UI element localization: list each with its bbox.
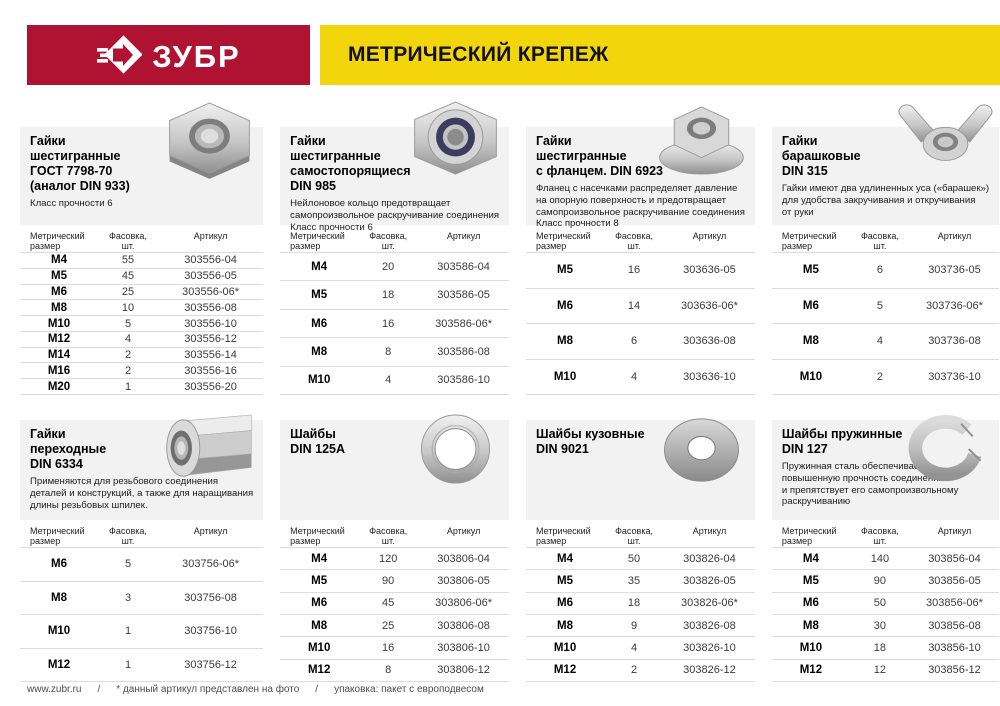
sku-cell: 303636-06* <box>681 299 738 312</box>
pack-cell: 90 <box>873 574 887 587</box>
product-description-line: Класс прочности 6 <box>30 198 113 209</box>
size-cell: M10 <box>799 641 823 654</box>
pack-cell: 45 <box>121 270 135 283</box>
size-cell: M6 <box>802 597 819 610</box>
pack-cell: 140 <box>870 552 890 565</box>
hex-nut-image <box>156 100 263 180</box>
sku-cell: 303806-06* <box>435 597 493 610</box>
size-cell: M5 <box>51 270 67 283</box>
size-cell: M14 <box>47 349 71 362</box>
size-cell: M5 <box>557 574 574 587</box>
sku-column-header: Артикул <box>937 231 972 241</box>
table-row <box>526 569 755 591</box>
lock-nut-image <box>402 100 509 180</box>
pack-cell: 18 <box>382 289 395 302</box>
table-row <box>20 284 263 300</box>
pack-cell: 120 <box>378 552 398 565</box>
pack-column-header: Фасовка, шт. <box>615 231 653 251</box>
size-cell: M10 <box>47 317 71 330</box>
pack-cell: 4 <box>124 333 132 346</box>
pack-cell: 1 <box>124 380 132 393</box>
product-description-line: на опорную поверхность и предотвращает <box>536 194 727 206</box>
table-row <box>20 331 263 347</box>
sku-column-header: Артикул <box>937 526 972 536</box>
table-body <box>772 547 999 682</box>
size-cell: M8 <box>802 335 819 348</box>
sku-cell: 303756-08 <box>184 591 237 604</box>
product-card <box>280 410 509 682</box>
size-cell: M16 <box>47 364 71 377</box>
sku-cell: 303826-05 <box>683 574 736 587</box>
size-column-header: Метрический размер <box>290 231 345 251</box>
product-description-line: Класс прочности 8 <box>536 218 619 230</box>
sku-cell: 303586-06* <box>435 317 493 330</box>
pack-cell: 16 <box>627 264 641 277</box>
fender-washer-image <box>648 410 755 490</box>
size-cell: M5 <box>311 574 328 587</box>
product-card <box>772 100 999 395</box>
footer-separator: / <box>97 684 101 695</box>
table-body <box>772 252 999 395</box>
product-title-line: DIN 9021 <box>536 442 589 456</box>
size-cell: M8 <box>51 591 67 604</box>
table-row <box>772 547 999 569</box>
table-row <box>526 288 755 324</box>
product-card <box>280 100 509 395</box>
product-title-line: барашковые <box>781 149 861 163</box>
size-column-header: Метрический размер <box>30 231 85 251</box>
sku-cell: 303636-05 <box>683 264 736 277</box>
page-footer <box>27 684 484 695</box>
product-table <box>20 522 263 682</box>
pack-cell: 4 <box>876 335 883 348</box>
wing-nut-image <box>892 100 999 180</box>
sku-column-header: Артикул <box>193 526 228 536</box>
sku-column-header: Артикул <box>446 526 481 536</box>
product-title-line: DIN 6334 <box>30 457 83 471</box>
table-row <box>280 592 509 614</box>
sku-cell: 303856-05 <box>928 574 981 587</box>
size-cell: M4 <box>311 552 328 565</box>
product-card <box>20 100 263 395</box>
table-row <box>280 366 509 394</box>
product-card <box>526 100 755 395</box>
sku-cell: 303856-12 <box>928 664 981 677</box>
sku-cell: 303806-05 <box>437 574 490 587</box>
table-row <box>20 614 263 648</box>
spring-washer-image <box>892 410 999 490</box>
sku-cell: 303556-08 <box>184 301 237 314</box>
table-row <box>772 592 999 614</box>
table-row <box>280 309 509 337</box>
size-cell: M5 <box>802 574 819 587</box>
size-cell: M5 <box>557 264 574 277</box>
product-title-line: Гайки <box>30 427 66 441</box>
sku-column-header: Артикул <box>446 231 481 241</box>
table-row <box>280 337 509 365</box>
pack-cell: 45 <box>382 597 395 610</box>
product-title-line: шестигранные <box>290 149 381 163</box>
product-description-line: Применяются для резьбового соединения <box>30 476 219 487</box>
product-title-line: Шайбы кузовные <box>536 427 645 441</box>
product-title-line: Шайбы <box>290 427 336 441</box>
pack-cell: 50 <box>627 552 641 565</box>
size-cell: M10 <box>553 641 577 654</box>
sku-cell: 303806-12 <box>437 664 490 677</box>
footer-separator: / <box>315 684 319 695</box>
size-cell: M6 <box>557 299 574 312</box>
pack-cell: 20 <box>382 260 395 273</box>
pack-cell: 4 <box>385 374 392 387</box>
size-cell: M10 <box>799 370 823 383</box>
pack-column-header: Фасовка, шт. <box>369 526 408 546</box>
product-title-line: переходные <box>30 442 107 456</box>
flange-nut-image <box>648 100 755 180</box>
product-title-line: Гайки <box>536 134 572 148</box>
table-row <box>20 268 263 284</box>
table-row <box>280 636 509 658</box>
sku-column-header: Артикул <box>692 526 727 536</box>
pack-cell: 4 <box>630 641 638 654</box>
table-row <box>280 252 509 280</box>
size-column-header: Метрический размер <box>30 526 85 546</box>
product-table <box>772 227 999 395</box>
sku-cell: 303806-08 <box>437 619 490 632</box>
sku-cell: 303556-12 <box>184 333 237 346</box>
product-title-line: Гайки <box>290 134 326 148</box>
sku-cell: 303736-06* <box>926 299 983 312</box>
sku-cell: 303756-12 <box>184 658 237 671</box>
product-table <box>280 522 509 682</box>
product-description-line: деталей и конструкций, а также для наращивания <box>30 487 254 499</box>
product-table <box>772 522 999 682</box>
footer-note-pack: упаковка: пакет с европодвесом <box>334 684 484 695</box>
size-cell: M4 <box>802 552 819 565</box>
pack-cell: 6 <box>876 264 883 277</box>
pack-cell: 35 <box>627 574 641 587</box>
pack-cell: 25 <box>382 619 395 632</box>
pack-cell: 9 <box>630 619 638 632</box>
pack-cell: 1 <box>124 658 132 671</box>
table-row <box>20 378 263 394</box>
pack-cell: 30 <box>873 619 887 632</box>
sku-cell: 303556-05 <box>184 270 237 283</box>
size-cell: M4 <box>51 254 67 267</box>
footer-note-photo: * данный артикул представлен на фото <box>116 684 300 695</box>
sku-cell: 303586-08 <box>437 345 490 358</box>
sku-cell: 303806-04 <box>437 552 490 565</box>
product-table <box>20 227 263 395</box>
sku-cell: 303856-10 <box>928 641 981 654</box>
table-header-row <box>280 522 509 547</box>
product-title-line: шестигранные <box>536 149 627 163</box>
size-cell: M8 <box>311 619 328 632</box>
sku-cell: 303586-04 <box>437 260 490 273</box>
size-cell: M6 <box>557 597 574 610</box>
pack-cell: 18 <box>873 641 887 654</box>
table-row <box>526 252 755 288</box>
product-description-line: самопроизвольное раскручивание соединения <box>290 209 500 221</box>
product-grid <box>0 100 1000 682</box>
table-row <box>526 636 755 658</box>
sku-cell: 303806-10 <box>437 641 490 654</box>
site-link[interactable]: www.zubr.ru <box>27 684 82 695</box>
size-cell: M6 <box>311 597 328 610</box>
sku-cell: 303826-04 <box>683 552 736 565</box>
product-description-line: повышенную прочность соединения <box>781 472 944 484</box>
sku-cell: 303556-14 <box>184 349 237 362</box>
product-table <box>280 227 509 395</box>
table-header-row <box>772 522 999 547</box>
table-body <box>526 252 755 395</box>
product-table <box>526 227 755 395</box>
product-title-line: с фланцем. DIN 6923 <box>536 164 663 178</box>
pack-cell: 14 <box>627 299 641 312</box>
table-header-row <box>280 227 509 252</box>
page-header <box>0 25 1000 85</box>
product-title-line: DIN 985 <box>290 179 337 193</box>
size-cell: M12 <box>799 664 823 677</box>
product-description-line: Пружинная сталь обеспечивает <box>781 461 924 472</box>
size-column-header: Метрический размер <box>290 526 345 546</box>
size-cell: M8 <box>311 345 328 358</box>
pack-cell: 10 <box>121 301 135 314</box>
size-cell: M6 <box>802 299 819 312</box>
product-card <box>20 410 263 682</box>
pack-cell: 3 <box>124 591 132 604</box>
sku-cell: 303756-06* <box>182 558 240 571</box>
size-cell: M10 <box>307 641 331 654</box>
sku-column-header: Артикул <box>692 231 727 241</box>
table-row <box>772 288 999 324</box>
pack-cell: 5 <box>876 299 883 312</box>
product-title-line: Шайбы пружинные <box>781 427 903 441</box>
product-title-line: Гайки <box>30 134 66 148</box>
size-cell: M4 <box>311 260 328 273</box>
product-title-line: Гайки <box>781 134 818 148</box>
table-header-row <box>20 227 263 252</box>
table-body <box>20 547 263 682</box>
pack-column-header: Фасовка, шт. <box>860 231 899 251</box>
size-cell: M5 <box>311 289 328 302</box>
table-row <box>280 547 509 569</box>
size-column-header: Метрический размер <box>781 526 837 546</box>
sku-cell: 303756-10 <box>184 625 237 638</box>
product-title-line: ГОСТ 7798-70 <box>30 164 113 178</box>
sku-cell: 303856-08 <box>928 619 981 632</box>
table-row <box>20 581 263 615</box>
pack-cell: 8 <box>385 664 392 677</box>
sku-cell: 303556-20 <box>184 380 237 393</box>
pack-cell: 90 <box>382 574 395 587</box>
table-header-row <box>526 227 755 252</box>
sku-cell: 303556-04 <box>184 254 237 267</box>
table-row <box>772 359 999 395</box>
pack-cell: 5 <box>124 558 132 571</box>
pack-cell: 2 <box>630 664 638 677</box>
table-row <box>20 315 263 331</box>
product-description-line: от руки <box>781 206 814 218</box>
sku-cell: 303736-08 <box>928 335 981 348</box>
logo-wordmark: ЗУБР <box>152 38 241 74</box>
pack-column-header: Фасовка, шт. <box>615 526 653 546</box>
table-row <box>280 280 509 308</box>
product-description-line: самопроизвольное раскручивание соединения <box>536 206 745 218</box>
pack-cell: 5 <box>124 317 132 330</box>
coupling-nut-image <box>156 410 263 490</box>
table-row <box>20 547 263 581</box>
size-cell: M12 <box>47 658 71 671</box>
product-description-line: раскручиванию <box>781 496 851 508</box>
table-header-row <box>772 227 999 252</box>
sku-cell: 303636-10 <box>683 370 736 383</box>
sku-cell: 303586-05 <box>437 289 490 302</box>
product-title-line: шестигранные <box>30 149 121 163</box>
sku-cell: 303826-12 <box>683 664 736 677</box>
pack-cell: 55 <box>121 254 135 267</box>
size-cell: M12 <box>307 664 331 677</box>
pack-column-header: Фасовка, шт. <box>369 231 408 251</box>
product-description-line: длины резьбовых шпилек. <box>30 499 148 511</box>
pack-cell: 2 <box>124 364 132 377</box>
table-row <box>20 362 263 378</box>
table-header-row <box>526 522 755 547</box>
table-body <box>20 252 263 395</box>
product-title-line: самостопорящиеся <box>290 164 411 178</box>
sku-cell: 303826-06* <box>681 597 738 610</box>
sku-cell: 303736-05 <box>928 264 981 277</box>
size-cell: M12 <box>553 664 577 677</box>
product-description <box>782 183 989 218</box>
pack-cell: 2 <box>876 370 883 383</box>
pack-cell: 18 <box>627 597 641 610</box>
table-body <box>280 252 509 395</box>
size-cell: M8 <box>51 301 67 314</box>
sku-cell: 303826-08 <box>683 619 736 632</box>
table-header-row <box>20 522 263 547</box>
table-row <box>20 648 263 682</box>
pack-column-header: Фасовка, шт. <box>860 526 899 546</box>
product-title-line: (аналог DIN 933) <box>30 179 130 193</box>
size-cell: M20 <box>47 380 71 393</box>
table-row <box>20 347 263 363</box>
product-description-line: для удобства закручивания и откручивания <box>781 194 976 206</box>
product-card <box>526 410 755 682</box>
size-cell: M8 <box>557 335 574 348</box>
product-title-line: DIN 127 <box>781 442 828 456</box>
product-description-line: Гайки имеют два удлиненных уса («барашек») <box>781 183 990 194</box>
product-card <box>772 410 999 682</box>
size-column-header: Метрический размер <box>536 231 591 251</box>
size-cell: M6 <box>51 285 67 298</box>
sku-cell: 303556-16 <box>184 364 237 377</box>
table-row <box>280 659 509 681</box>
table-row <box>526 614 755 636</box>
table-row <box>772 252 999 288</box>
size-cell: M10 <box>47 625 71 638</box>
sku-cell: 303856-04 <box>928 552 981 565</box>
table-row <box>20 299 263 315</box>
table-row <box>280 614 509 636</box>
pack-cell: 2 <box>124 349 132 362</box>
product-description-line: Нейлоновое кольцо предотвращает <box>290 198 451 209</box>
sku-cell: 303826-10 <box>683 641 736 654</box>
product-title-line: DIN 125A <box>290 442 346 456</box>
table-row <box>772 569 999 591</box>
size-cell: M10 <box>553 370 577 383</box>
zubr-arrow-icon <box>96 34 142 76</box>
pack-cell: 8 <box>385 345 392 358</box>
table-row <box>526 659 755 681</box>
sku-cell: 303556-10 <box>184 317 237 330</box>
size-column-header: Метрический размер <box>536 526 591 546</box>
table-row <box>526 323 755 359</box>
size-cell: M5 <box>802 264 819 277</box>
pack-column-header: Фасовка, шт. <box>109 231 147 251</box>
product-title-line: DIN 315 <box>781 164 828 178</box>
pack-cell: 6 <box>630 335 638 348</box>
product-description-line: и препятствует его самопроизвольному <box>781 484 959 496</box>
pack-cell: 4 <box>630 370 638 383</box>
product-description-line: Фланец с насечками распределяет давление <box>536 183 738 194</box>
product-description <box>30 198 253 210</box>
table-row <box>526 592 755 614</box>
title-banner <box>320 25 1000 85</box>
page-title: МЕТРИЧЕСКИЙ КРЕПЕЖ <box>348 43 609 66</box>
product-description-line: Класс прочности 6 <box>290 221 373 233</box>
table-row <box>772 323 999 359</box>
sku-cell: 303856-06* <box>926 597 983 610</box>
size-cell: M8 <box>557 619 574 632</box>
pack-cell: 16 <box>382 317 395 330</box>
sku-cell: 303586-10 <box>437 374 490 387</box>
table-row <box>772 614 999 636</box>
pack-cell: 1 <box>124 625 132 638</box>
table-row <box>772 636 999 658</box>
sku-cell: 303556-06* <box>182 285 240 298</box>
size-cell: M10 <box>307 374 331 387</box>
table-row <box>526 359 755 395</box>
table-body <box>280 547 509 682</box>
size-column-header: Метрический размер <box>781 231 837 251</box>
size-cell: M12 <box>47 333 71 346</box>
pack-cell: 50 <box>873 597 887 610</box>
product-table <box>526 522 755 682</box>
pack-column-header: Фасовка, шт. <box>109 526 147 546</box>
pack-cell: 12 <box>873 664 887 677</box>
sku-column-header: Артикул <box>193 231 228 241</box>
table-row <box>20 252 263 268</box>
sku-cell: 303636-08 <box>683 335 736 348</box>
product-description <box>536 183 745 230</box>
flat-washer-image <box>402 410 509 490</box>
pack-cell: 16 <box>382 641 395 654</box>
size-cell: M4 <box>557 552 574 565</box>
table-row <box>526 547 755 569</box>
zubr-logo <box>27 25 310 85</box>
table-row <box>772 659 999 681</box>
pack-cell: 25 <box>121 285 135 298</box>
table-body <box>526 547 755 682</box>
size-cell: M8 <box>802 619 819 632</box>
table-row <box>280 569 509 591</box>
size-cell: M6 <box>51 558 67 571</box>
size-cell: M6 <box>311 317 328 330</box>
sku-cell: 303736-10 <box>928 370 981 383</box>
